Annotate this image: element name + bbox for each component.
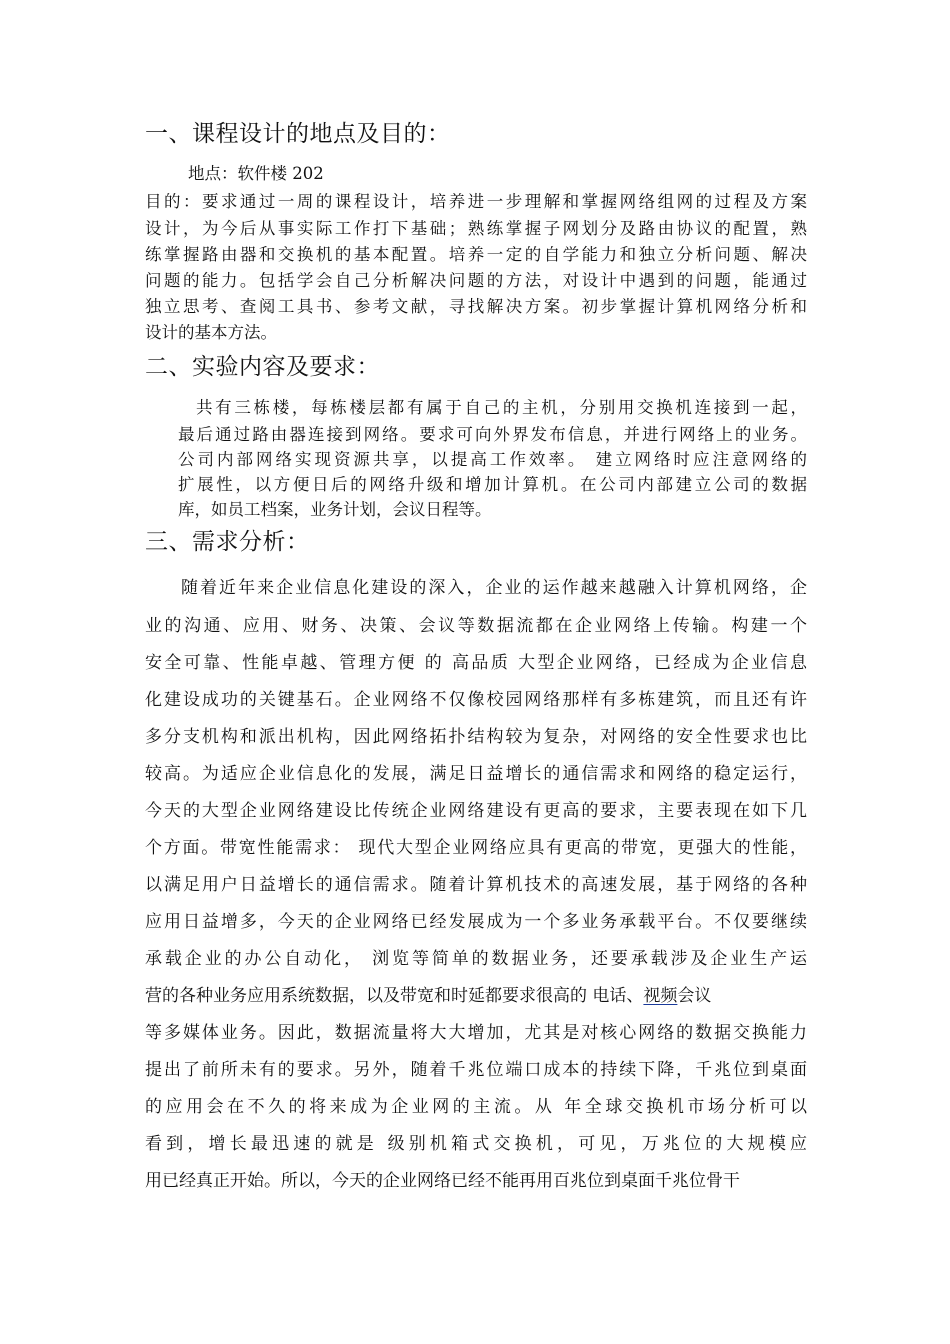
experiment-line: 共有三栋楼，每栋楼层都有属于自己的主机，分别用交换机连接到一起，	[196, 398, 807, 417]
analysis-line: 提出了前所未有的要求。另外，随着千兆位端口成本的持续下降，千兆位到桌面	[145, 1060, 807, 1080]
purpose-line: 问题的能力。包括学会自己分析解决问题的方法，对设计中遇到的问题，能通过	[145, 271, 807, 290]
analysis-line: 以满足用户日益增长的通信需求。随着计算机技术的高速发展，基于网络的各种	[145, 875, 807, 895]
purpose-line: 目的：要求通过一周的课程设计，培养进一步理解和掌握网络组网的过程及方案	[145, 192, 807, 211]
experiment-line: 最后通过路由器连接到网络。要求可向外界发布信息，并进行网络上的业务。	[178, 425, 807, 444]
analysis-line: 等多媒体业务。因此，数据流量将大大增加，尤其是对核心网络的数据交换能力	[145, 1023, 807, 1043]
section-2-heading: 二、实验内容及要求：	[145, 354, 380, 380]
purpose-line: 独立思考、查阅工具书、参考文献，寻找解决方案。初步掌握计算机网络分析和	[145, 297, 807, 316]
analysis-line: 安全可靠、性能卓越、管理方便 的 高品质 大型企业网络，已经成为企业信息	[145, 653, 807, 673]
analysis-line: 多分支机构和派出机构，因此网络拓扑结构较为复杂，对网络的安全性要求也比	[145, 727, 807, 747]
purpose-line: 设计的基本方法。	[145, 323, 277, 342]
experiment-line: 公司内部网络实现资源共享，以提高工作效率。 建立网络时应注意网络的	[178, 450, 807, 469]
experiment-line: 扩展性，以方便日后的网络升级和增加计算机。在公司内部建立公司的数据	[178, 475, 807, 494]
analysis-line: 今天的大型企业网络建设比传统企业网络建设有更高的要求，主要表现在如下几	[145, 801, 807, 821]
analysis-line-tail: 会议	[677, 986, 712, 1006]
purpose-line: 练掌握路由器和交换机的基本配置。培养一定的自学能力和独立分析问题、解决	[145, 245, 807, 264]
section-1-heading: 一、课程设计的地点及目的：	[145, 121, 451, 147]
analysis-line: 看到，增长最迅速的就是 级别机箱式交换机，可见，万兆位的大规模应	[145, 1134, 807, 1154]
video-link[interactable]: 视频	[643, 986, 678, 1006]
purpose-line: 设计，为今后从事实际工作打下基础；熟练掌握子网划分及路由协议的配置，熟	[145, 219, 807, 238]
analysis-line: 应用日益增多，今天的企业网络已经发展成为一个多业务承载平台。不仅要继续	[145, 912, 807, 932]
analysis-line: 较高。为适应企业信息化的发展，满足日益增长的通信需求和网络的稳定运行，	[145, 764, 807, 784]
analysis-line: 个方面。带宽性能需求： 现代大型企业网络应具有更高的带宽，更强大的性能，	[145, 838, 807, 858]
experiment-line: 库，如员工档案，业务计划，会议日程等。	[178, 500, 492, 519]
analysis-line-text: 营的各种业务应用系统数据，以及带宽和时延都要求很高的 电话、	[145, 986, 644, 1006]
analysis-line: 用已经真正开始。所以，今天的企业网络已经不能再用百兆位到桌面千兆位骨干	[145, 1171, 740, 1191]
analysis-line: 承载企业的办公自动化， 浏览等简单的数据业务，还要承载涉及企业生产运	[145, 949, 807, 969]
analysis-line: 化建设成功的关键基石。企业网络不仅像校园网络那样有多栋建筑，而且还有许	[145, 690, 807, 710]
analysis-line: 业的沟通、应用、财务、决策、会议等数据流都在企业网络上传输。构建一个	[145, 616, 807, 636]
analysis-line	[145, 984, 807, 1008]
location-line: 地点：软件楼 202	[188, 164, 324, 183]
analysis-line: 的应用会在不久的将来成为企业网的主流。从 年全球交换机市场分析可以	[145, 1097, 807, 1117]
section-3-heading: 三、需求分析：	[145, 529, 310, 555]
analysis-line: 随着近年来企业信息化建设的深入，企业的运作越来越融入计算机网络，企	[181, 578, 807, 598]
